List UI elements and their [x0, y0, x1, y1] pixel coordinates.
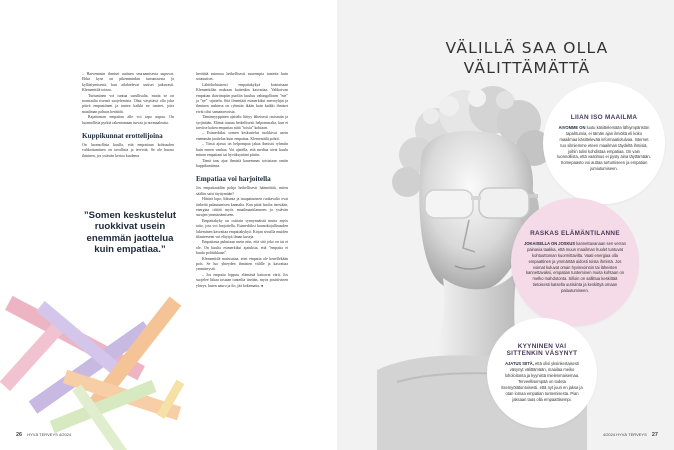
- paragraph: – Tässä ajassa on helpompaa jakaa ihmisiä ryhmiin kuin ennen vanhaa. Voi ajatella, että mediaa aivat kuulu minun empatiani tai hyväksyntäni piiriin.: [196, 142, 288, 158]
- folio-left: [16, 432, 71, 438]
- bubble-body: luotu käsittelemään lähiympäristön tapahtumia, ei tämän ajan ilmiöitä eli koko maailmaa käsittelevää informaatiotulvaa. Internet tuo silmiemme eteen maailman täydeltä ihmisiä, joihin tulisi kohdistaa empatiaa. On vain luonnollista, että vaatimus ei pysty aina täyttämään. Somepaasto voi auttaa turtumiseen ja empatian jumiutumiseen.: [557, 124, 651, 172]
- paragraph: Empatiakyky on osittain synnynnäistä mutta myös taito, jota voi harjoitella. Esimerkiksi kaunokirjallisuuden lukeminen kasvattaa empatiakykyä. Kirjan sivuilla muiden tilanteeseen voi eläytyä ilman kuseja.: [196, 218, 288, 239]
- bubble-body: että olisi yksinkertaisesti väsynyt välittämään, maailaa meiko loholoitonta ja kyynistä mielenmaisemaa. Terveellisempää on todeta itsemyötätuntoisesti, että nyt juuri en jaksa ja otan lomaa empatian tuntemisesta. Pian jaksaan taas olla empaattisempi.: [501, 361, 583, 402]
- page-number: 27: [651, 432, 658, 438]
- paragraph: On luonnollista kuulla, että empatiaan kohtuuden valikoituminen on tavallista ja tervettä. Se ole huono ihminen, jos ystävän kertoa kuulema: [82, 143, 174, 158]
- page-headline: VÄLILLÄ SAA OLLA VÄLITTÄMÄTTÄ: [445, 39, 609, 77]
- paragraph: Jos empatiaaidiin pohja heikellisesti häämöttää, miten sääliin saisi täyttymään?: [196, 186, 288, 196]
- paragraph: herättää minussa heikellisesti suurempia tunteita kuin sotauutiset.: [196, 72, 288, 82]
- bubble-body: kannettavanaan sen verran painavia taakka, että muun maailman huolet tuntuvat kohtuuttoman kuormittavilta. Vaati energiaa olla empaattinen ja ymmärtää aidosti toista ihmistä. Jos voimat kuluvat oman hyvinvoinnin tai läheisten kannettavaksi, empatian tunteminen muita kohtaan on melko mahdotonta. Silloin on sallittua keskittää tietoisesti katsella uutisiinta ja keskittyä omaan palautumiseen.: [525, 240, 626, 294]
- magazine-name: HYVÄ TERVEYS 4/2024: [27, 432, 72, 437]
- paragraph: Rajattoman empatian alle voi tapa uupua. On luonnollista pyrkiä rakentamaan turvaa ja normaaleutta.: [82, 115, 174, 125]
- info-bubble-kyyninen: [487, 318, 597, 428]
- bubble-title: RASKAS ELÄMÄNTILANNE: [530, 229, 620, 237]
- paragraph: – Harvemmin ihmiset uutinen seuraamisesta uupuvat. Ehkä kyse on pikemminkin turtumisesta ja kyllästymisestä, kun ailahtelevat uutiset jatkuvasti. Klementtilä toteaa.: [82, 72, 174, 93]
- bubble-text: [557, 125, 651, 172]
- paragraph: Lähtökohtaisesti empatiakykyä kaistaisaan Klementtilän mukaan kuitenkin kasvattaa. Valikoivan empatian ikäviimpiin puoliin kuuluu vahingollinen ”me” ja ”ne” -ajattelu. Sitä ilmentäät esimerkiksi meroryhjat ja ihminen tuskinsa on ryhmiin ikään kuin kaikki ihmiset eivät olisi samanarvoisia.: [196, 82, 288, 114]
- bubble-text: [524, 241, 626, 294]
- sunglasses-icon: [425, 188, 538, 218]
- info-bubble-raskas-elamantilanne: [511, 198, 639, 326]
- bubble-lead: JOKAISELLA ON JOSKUS: [524, 240, 576, 246]
- section-heading: Kuppikunnat erottelijoina: [82, 132, 163, 141]
- paragraph: Tämä taas ajaa ihmisiä kauemmas toisistaan omiin kuppikuntiinsa.: [196, 158, 288, 168]
- bubble-title: LIIAN ISO MAAILMA: [570, 113, 638, 121]
- bubble-lead: AIVOMME ON: [558, 124, 586, 130]
- paragraph: – Esimerkiksi somen keskustelut ruokkivat usein enemmän jaottelua kuin empatiaa. Klementtilä pohtii.: [196, 131, 288, 141]
- page-number: 26: [16, 432, 23, 438]
- text-column-1: [82, 72, 174, 159]
- paragraph: Hittärä lopo, liikunta ja tasapainoinen ruokavalio ovat tärkeitä palautumisen kannalta. Kun pitää huolta itsestään, energiaa riittää myös maailmantilanneen ja ystävän surujen ymmärtämiseen.: [196, 197, 288, 218]
- right-page: [337, 0, 674, 450]
- paragraph: Klementtilä muistuttaa, ettei empatia ole kenellekään pois. Se luo yhteyden ihmisten välille ja kasvattaa ymmärrystä.: [196, 256, 288, 272]
- paragraph: – Jos empatia loppuu, elämästä katoavat värit. Jos suojelee liikaa tosiaan tunteilta itseään, myös positiivinen yhteys, kuten nauru ja ilo, jää kokematta. ●: [196, 272, 288, 288]
- paragraph: Turtuminen voi tuntua surullisalta, mutta se on normaalia itsensä suojelemista. Ohut väsyttävä olla joka päivä empaattinen ja tuntea kaikki ne tunteet, joita maailman pahuus herättää.: [82, 93, 174, 114]
- info-bubble-liian-iso-maailma: [543, 82, 665, 204]
- bubble-text: [500, 361, 584, 403]
- paragraph: Empatiasta puhutaan usein niin, että sitä joko on tai ei ole. On kuulta esimerkiksi ajatuksia, että ”empatia ei kuulu politiikkaan”.: [196, 240, 288, 256]
- paragraph: Tämänryyppinen ajattelu liittyy läheisesti rasismiin ja syrjintään. Elämä tuntuu heikellisesti helpommalta, kun ei tarvitse kokea empatiaa niitä ”toisia” kohtaan.: [196, 115, 288, 131]
- section-heading: Empatiaa voi harjoitella: [196, 175, 271, 184]
- bubble-title: KYYNINEN VAI SITTENKIN VÄSYNYT: [506, 343, 578, 357]
- bubble-lead: AJATUS SIITÄ,: [505, 361, 534, 366]
- text-column-2: [196, 72, 288, 289]
- magazine-name: 4/2024 HYVÄ TERVEYS: [602, 432, 647, 437]
- pull-quote: ”Somen keskustelut ruokkivat usein enemmän jaottelua kuin empatiaa.”: [83, 210, 177, 256]
- folio-right: [603, 432, 658, 438]
